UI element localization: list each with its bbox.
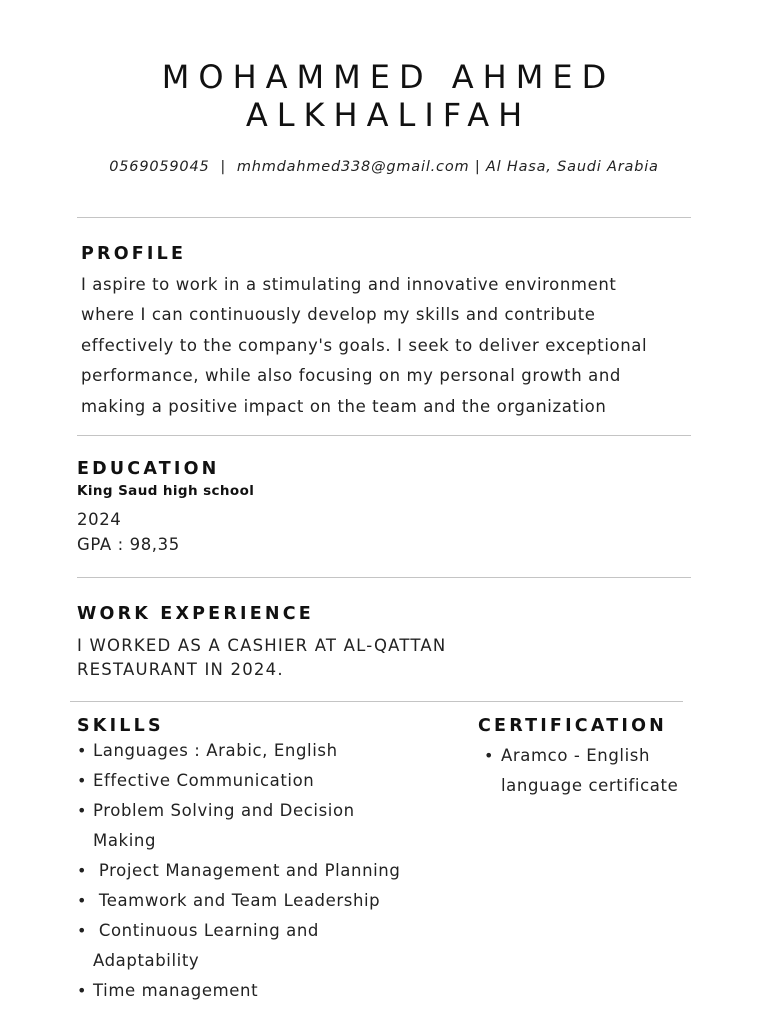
name-line-1: MOHAMMED AHMED xyxy=(161,58,616,96)
divider xyxy=(77,577,691,578)
divider xyxy=(77,435,691,436)
skill-text: Teamwork and Team Leadership xyxy=(93,891,381,910)
list-item xyxy=(77,736,467,766)
bullet-icon: • xyxy=(77,771,88,790)
name-line-2: ALKHALIFAH xyxy=(245,96,532,134)
skill-text: Project Management and Planning xyxy=(93,861,401,880)
divider xyxy=(77,217,691,218)
work-line: RESTAURANT IN 2024. xyxy=(77,660,284,679)
profile-text xyxy=(81,270,721,422)
profile-heading: PROFILE xyxy=(81,244,187,264)
certification-text: Aramco - English xyxy=(501,746,651,765)
work-line: I WORKED AS A CASHIER AT AL-QATTAN xyxy=(77,636,447,655)
work-heading: WORK EXPERIENCE xyxy=(77,604,314,624)
list-item xyxy=(77,916,467,976)
bullet-icon: • xyxy=(77,801,88,820)
skill-text: Time management xyxy=(93,981,259,1000)
skill-text: Continuous Learning and xyxy=(93,921,319,940)
list-item xyxy=(77,856,467,886)
contact-info: 0569059045 | mhmdahmed338@gmail.com | Al Hasa, Saudi Arabia xyxy=(109,159,659,175)
profile-line: making a positive impact on the team and the organization xyxy=(81,396,607,416)
list-item xyxy=(77,976,467,1006)
list-item xyxy=(484,741,754,801)
skill-text: Effective Communication xyxy=(93,771,315,790)
education-gpa: GPA : 98,35 xyxy=(77,535,180,554)
certification-text: language certificate xyxy=(501,776,679,795)
bullet-icon: • xyxy=(77,861,88,880)
bullet-icon: • xyxy=(77,741,88,760)
education-year: 2024 xyxy=(77,510,122,529)
bullet-icon: • xyxy=(484,746,495,765)
profile-line: effectively to the company's goals. I seek to deliver exceptional xyxy=(81,335,648,355)
list-item xyxy=(77,766,467,796)
bullet-icon: • xyxy=(77,981,88,1000)
divider xyxy=(70,701,683,702)
skills-heading: SKILLS xyxy=(77,716,164,736)
education-heading: EDUCATION xyxy=(77,459,220,479)
work-text xyxy=(77,634,446,682)
bullet-icon: • xyxy=(77,891,88,910)
full-name xyxy=(0,58,768,134)
certification-list xyxy=(484,741,754,801)
skills-list xyxy=(77,736,467,1006)
skill-text: Problem Solving and Decision xyxy=(93,801,355,820)
profile-line: where I can continuously develop my skills and contribute xyxy=(81,305,596,325)
profile-line: I aspire to work in a stimulating and innovative environment xyxy=(81,275,617,294)
list-item xyxy=(77,886,467,916)
skill-text: Adaptability xyxy=(93,951,200,970)
profile-line: performance, while also focusing on my personal growth and xyxy=(81,366,621,386)
skill-text: Making xyxy=(93,831,157,850)
skill-text: Languages : Arabic, English xyxy=(93,741,338,760)
school-name: King Saud high school xyxy=(77,483,255,499)
bullet-icon: • xyxy=(77,921,88,940)
list-item xyxy=(77,796,467,856)
certification-heading: CERTIFICATION xyxy=(478,716,667,736)
